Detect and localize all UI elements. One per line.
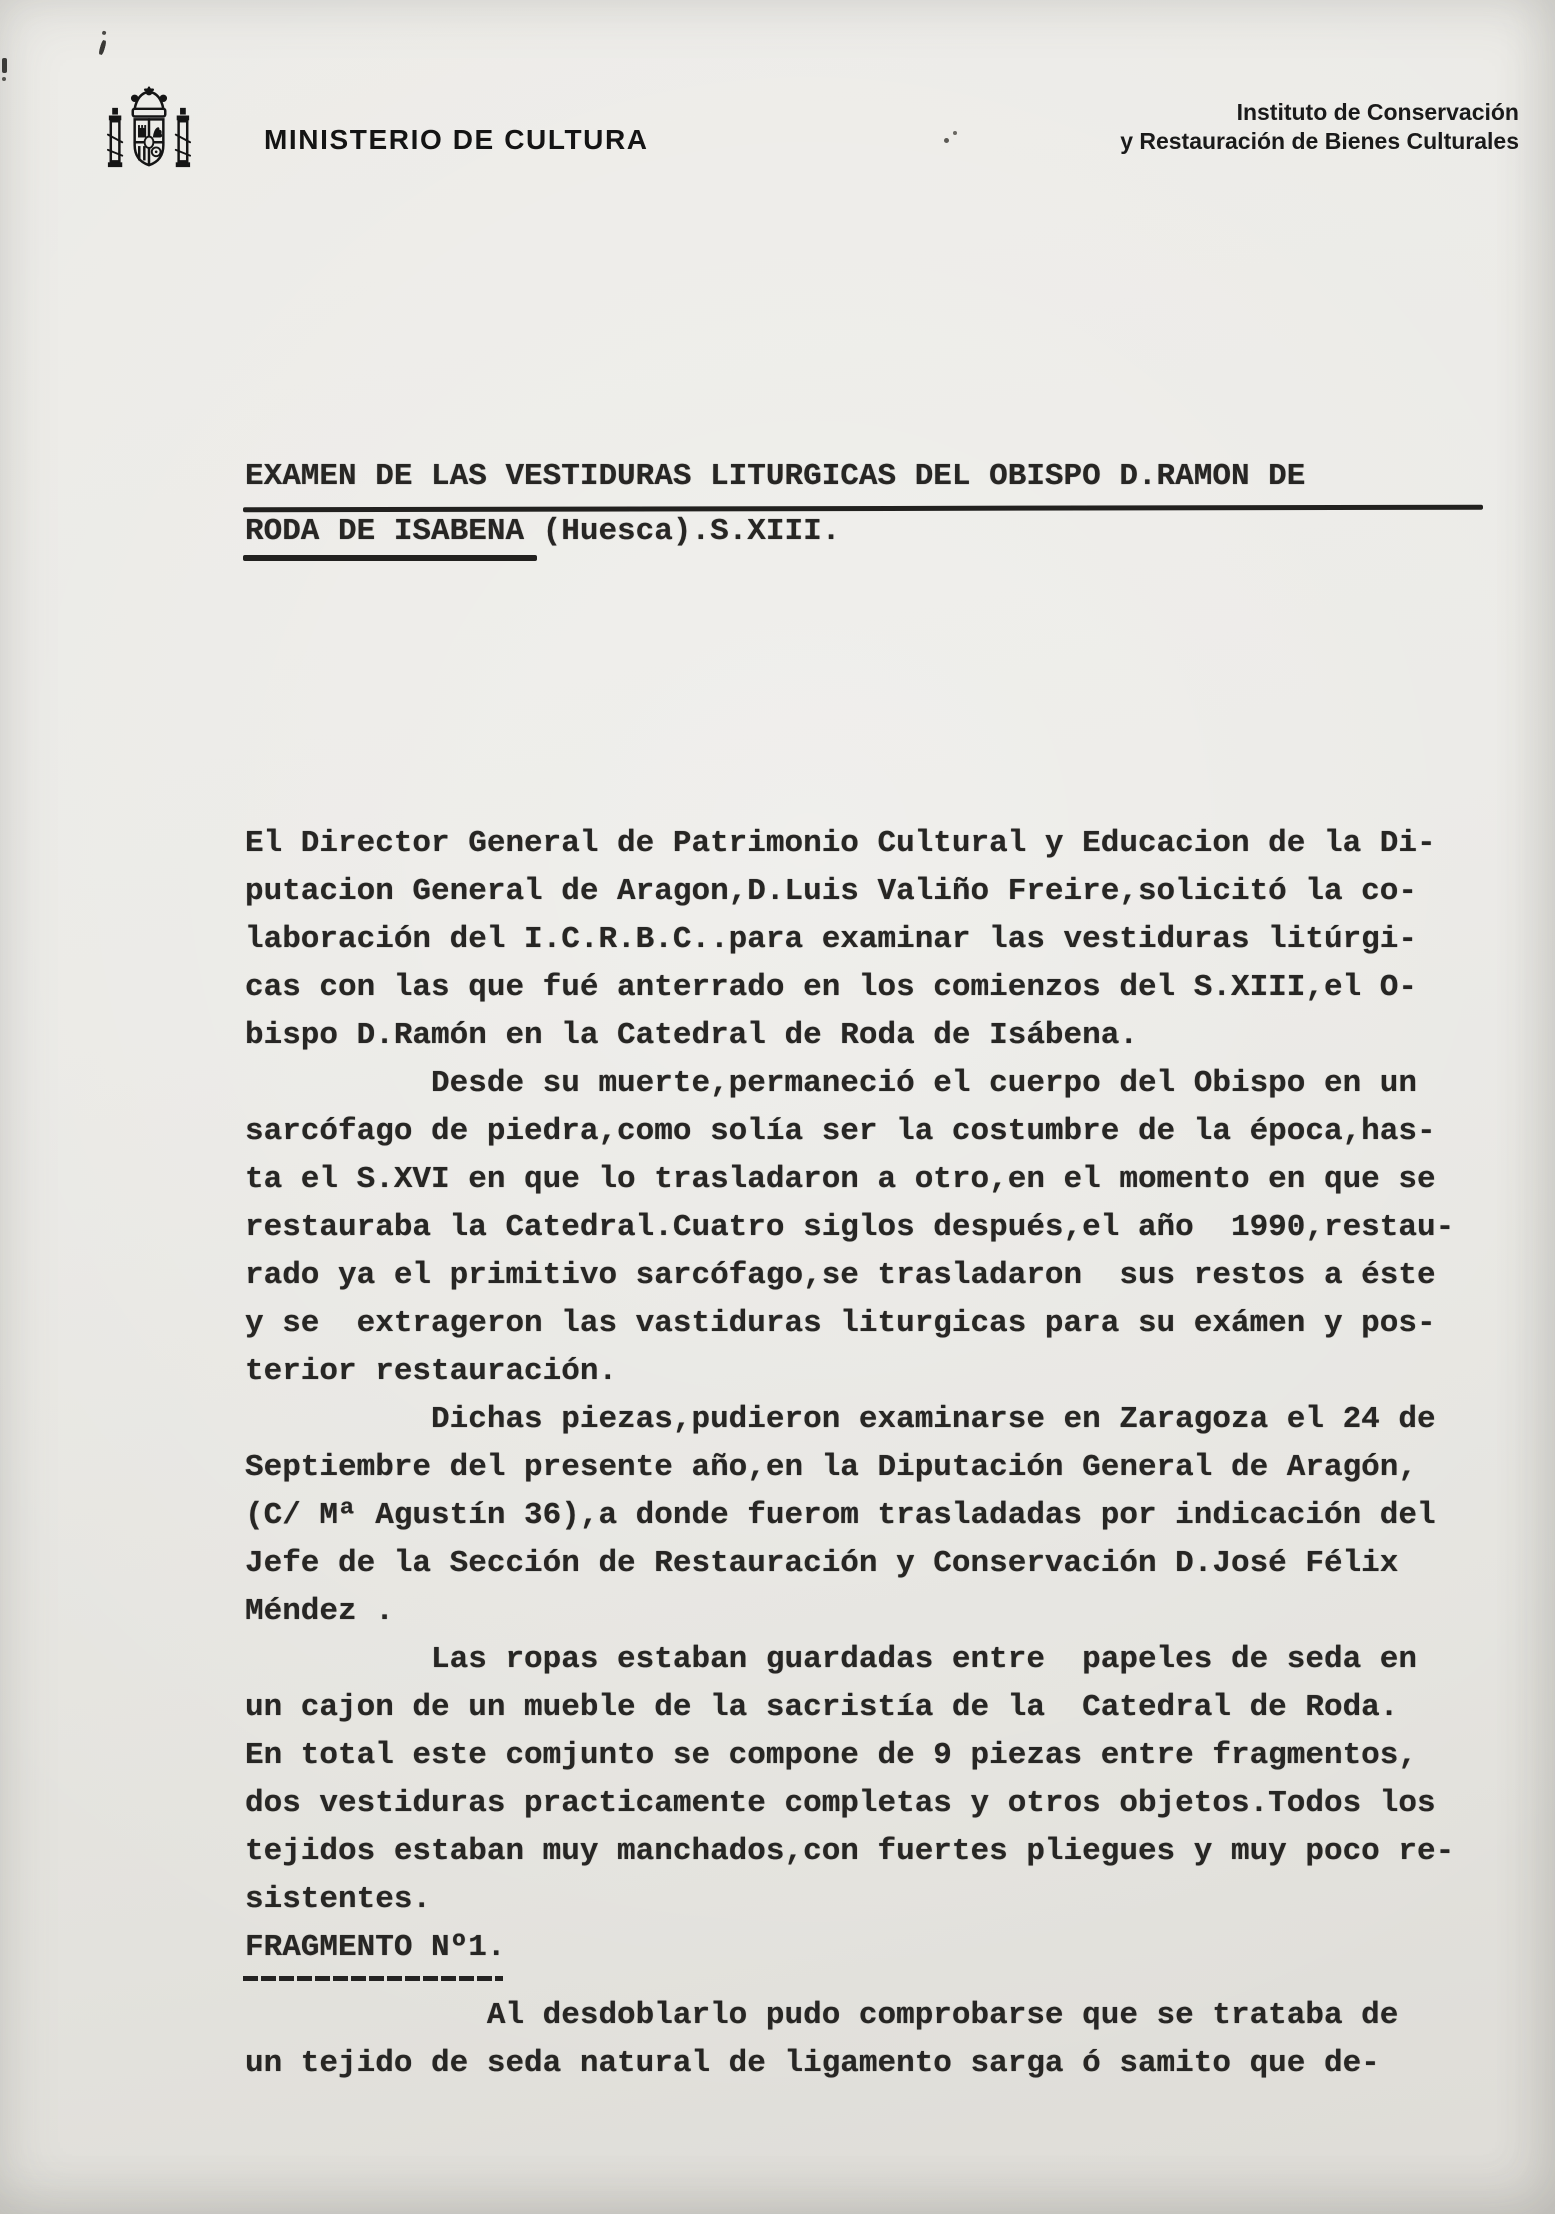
body-text-line: Al desdoblarlo pudo comprobarse que se trataba de xyxy=(245,1998,1399,2033)
body-text-line: Desde su muerte,permaneció el cuerpo del Obispo en un xyxy=(245,1066,1417,1101)
body-text-line: Méndez . xyxy=(245,1594,394,1629)
institute-line-2: y Restauración de Bienes Culturales xyxy=(1120,128,1519,154)
ministry-title: MINISTERIO DE CULTURA xyxy=(264,124,649,155)
body-text-line: (C/ Mª Agustín 36),a donde fuerom trasladadas por indicación del xyxy=(245,1498,1436,1533)
body-text-line: Septiembre del presente año,en la Diputación General de Aragón, xyxy=(245,1450,1417,1485)
body-text-line: Jefe de la Sección de Restauración y Conservación D.José Félix xyxy=(245,1546,1399,1581)
institute-line-1: Instituto de Conservación xyxy=(1236,99,1519,125)
scan-artifact-edge xyxy=(2,58,7,73)
body-text-line: Dichas piezas,pudieron examinarse en Zaragoza el 24 de xyxy=(245,1402,1436,1437)
document-title-line-2: RODA DE ISABENA (Huesca).S.XIII. xyxy=(245,514,841,549)
body-text-line: rado ya el primitivo sarcófago,se trasladaron sus restos a éste xyxy=(245,1258,1436,1293)
spain-coat-of-arms-icon xyxy=(106,86,192,188)
body-text-line: En total este comjunto se compone de 9 piezas entre fragmentos, xyxy=(245,1738,1417,1773)
document-title-line-1: EXAMEN DE LAS VESTIDURAS LITURGICAS DEL OBISPO D.RAMON DE xyxy=(245,459,1306,494)
body-text-line: sarcófago de piedra,como solía ser la costumbre de la época,has- xyxy=(245,1114,1436,1149)
section-heading-text: FRAGMENTO Nº1. xyxy=(245,1924,505,1972)
body-text-line: tejidos estaban muy manchados,con fuertes pliegues y muy poco re- xyxy=(245,1834,1455,1869)
body-text-line: El Director General de Patrimonio Cultural y Educacion de la Di- xyxy=(245,826,1436,861)
body-lines xyxy=(245,820,1454,2088)
title-underline-short xyxy=(243,555,537,561)
body-text-line: laboración del I.C.R.B.C..para examinar las vestiduras litúrgi- xyxy=(245,922,1417,957)
body-text-line: restauraba la Catedral.Cuatro siglos después,el año 1990,restau- xyxy=(245,1210,1455,1245)
body-text-line: putacion General de Aragon,D.Luis Valiño Freire,solicitó la co- xyxy=(245,874,1417,909)
body-text-line: terior restauración. xyxy=(245,1354,618,1389)
body-text-line: dos vestiduras practicamente completas y otros objetos.Todos los xyxy=(245,1786,1436,1821)
body-text-line: ta el S.XVI en que lo trasladaron a otro,en el momento en que se xyxy=(245,1162,1436,1197)
title-underline-long xyxy=(243,505,1483,513)
body-text-line: Las ropas estaban guardadas entre papeles de seda en xyxy=(245,1642,1417,1677)
body-text-line: un cajon de un mueble de la sacristía de la Catedral de Roda. xyxy=(245,1690,1399,1725)
section-heading-line xyxy=(245,1924,1454,1972)
body-text-line: cas con las que fué anterrado en los comienzos del S.XIII,el O- xyxy=(245,970,1417,1005)
body-text-line: y se extrageron las vastiduras liturgicas para su exámen y pos- xyxy=(245,1306,1436,1341)
body-text-line: bispo D.Ramón en la Catedral de Roda de Isábena. xyxy=(245,1018,1138,1053)
body-text-line: sistentes. xyxy=(245,1882,432,1917)
scan-artifact-tick xyxy=(98,40,107,56)
body-text-line: un tejido de seda natural de ligamento sarga ó samito que de- xyxy=(245,2046,1380,2081)
scan-artifact-dots xyxy=(944,138,949,143)
institute-name xyxy=(999,98,1519,156)
